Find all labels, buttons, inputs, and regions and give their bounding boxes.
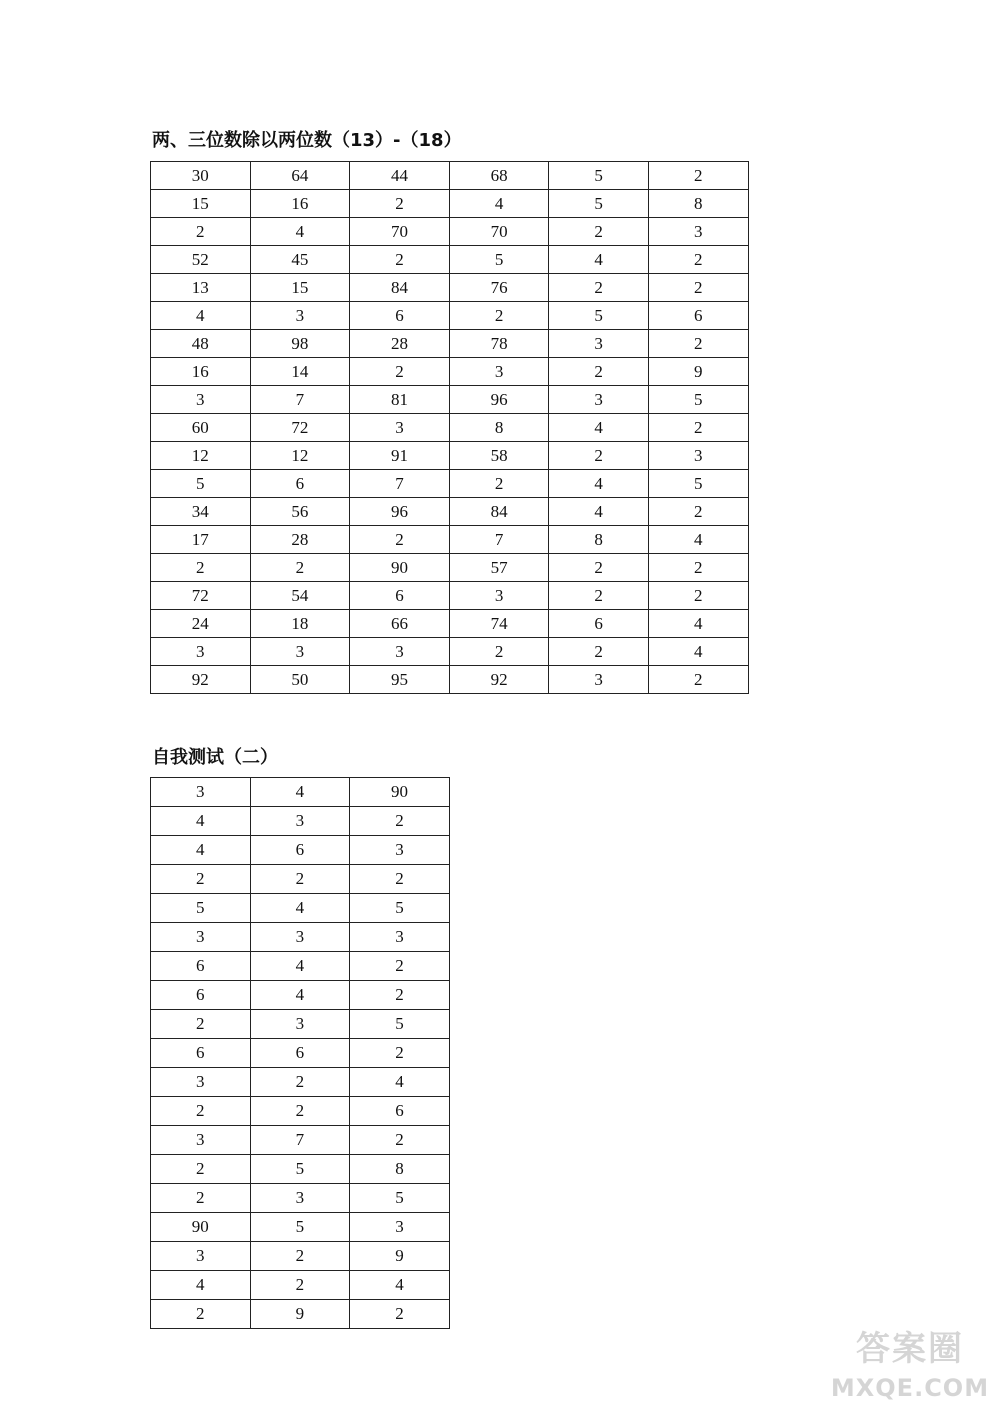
table-cell: 8 [449,414,549,442]
table-cell: 3 [151,778,251,807]
table-cell: 3 [549,330,649,358]
table-row [151,162,749,190]
table-cell: 6 [350,582,450,610]
table-row [151,1068,450,1097]
table-cell: 3 [250,923,350,952]
answer-table-self-test [150,777,450,1329]
table-row [151,807,450,836]
table-cell: 16 [151,358,251,386]
table-cell: 6 [350,302,450,330]
table-cell: 17 [151,526,251,554]
table-cell: 2 [648,414,748,442]
table-cell: 2 [549,554,649,582]
table-row [151,554,749,582]
table-cell: 50 [250,666,350,694]
answer-table-body [151,778,450,1329]
table-cell: 3 [151,638,251,666]
table-cell: 54 [250,582,350,610]
table-cell: 2 [350,1300,450,1329]
table-cell: 2 [250,1242,350,1271]
table-row [151,1184,450,1213]
table-cell: 5 [549,302,649,330]
table-cell: 3 [350,836,450,865]
table-cell: 2 [648,554,748,582]
table-cell: 15 [250,274,350,302]
table-cell: 13 [151,274,251,302]
table-cell: 58 [449,442,549,470]
table-cell: 2 [449,302,549,330]
table-cell: 2 [449,638,549,666]
table-cell: 5 [151,894,251,923]
table-cell: 4 [250,218,350,246]
table-cell: 2 [350,526,450,554]
table-cell: 3 [449,582,549,610]
table-cell: 24 [151,610,251,638]
table-cell: 34 [151,498,251,526]
table-row [151,1039,450,1068]
table-cell: 90 [350,778,450,807]
table-row [151,638,749,666]
table-row [151,1126,450,1155]
table-cell: 12 [250,442,350,470]
table-cell: 5 [350,894,450,923]
table-row [151,274,749,302]
table-row [151,246,749,274]
table-row [151,582,749,610]
table-cell: 5 [350,1010,450,1039]
table-row [151,981,450,1010]
table-cell: 5 [648,470,748,498]
table-cell: 4 [250,778,350,807]
table-cell: 3 [250,1184,350,1213]
table-row [151,836,450,865]
table-cell: 57 [449,554,549,582]
table-cell: 2 [350,807,450,836]
watermark-logo-text: 答案圈 [856,1329,964,1369]
table-cell: 2 [250,1271,350,1300]
table-cell: 84 [350,274,450,302]
table-cell: 2 [549,274,649,302]
table-cell: 3 [151,1242,251,1271]
answer-table-body [151,162,749,694]
table-cell: 2 [350,190,450,218]
table-cell: 4 [449,190,549,218]
table-row [151,778,450,807]
table-cell: 7 [250,1126,350,1155]
table-cell: 9 [350,1242,450,1271]
table-cell: 5 [648,386,748,414]
table-cell: 52 [151,246,251,274]
table-cell: 44 [350,162,450,190]
table-cell: 28 [350,330,450,358]
table-cell: 8 [350,1155,450,1184]
table-cell: 2 [648,330,748,358]
table-cell: 56 [250,498,350,526]
table-cell: 2 [350,358,450,386]
table-cell: 6 [151,952,251,981]
table-cell: 2 [648,666,748,694]
table-cell: 2 [549,442,649,470]
table-cell: 2 [151,865,251,894]
table-cell: 2 [549,218,649,246]
table-cell: 4 [648,610,748,638]
table-row [151,1097,450,1126]
table-cell: 2 [648,274,748,302]
table-cell: 5 [250,1213,350,1242]
table-cell: 70 [350,218,450,246]
table-cell: 12 [151,442,251,470]
table-cell: 2 [648,498,748,526]
table-cell: 3 [350,1213,450,1242]
table-cell: 15 [151,190,251,218]
table-cell: 2 [350,1126,450,1155]
table-row [151,952,450,981]
table-cell: 4 [151,807,251,836]
watermark-logo [830,1327,990,1405]
table-cell: 2 [648,162,748,190]
table-cell: 66 [350,610,450,638]
table-cell: 96 [350,498,450,526]
table-cell: 3 [151,1068,251,1097]
table-cell: 4 [350,1271,450,1300]
table-cell: 72 [250,414,350,442]
table-cell: 96 [449,386,549,414]
table-cell: 2 [151,1010,251,1039]
table-cell: 3 [449,358,549,386]
table-cell: 3 [549,666,649,694]
table-cell: 2 [350,981,450,1010]
table-row [151,1300,450,1329]
table-row [151,442,749,470]
table-cell: 4 [151,1271,251,1300]
table-row [151,1010,450,1039]
table-cell: 3 [250,302,350,330]
table-cell: 45 [250,246,350,274]
table-cell: 4 [350,1068,450,1097]
table-cell: 60 [151,414,251,442]
table-cell: 2 [151,1300,251,1329]
table-row [151,218,749,246]
table-cell: 6 [250,836,350,865]
table-cell: 3 [350,414,450,442]
table-cell: 90 [350,554,450,582]
table-cell: 6 [648,302,748,330]
table-cell: 76 [449,274,549,302]
table-cell: 4 [648,638,748,666]
table-cell: 91 [350,442,450,470]
table-cell: 9 [250,1300,350,1329]
table-row [151,330,749,358]
table-cell: 3 [549,386,649,414]
table-row [151,302,749,330]
table-row [151,666,749,694]
table-cell: 3 [151,1126,251,1155]
table-cell: 84 [449,498,549,526]
table-row [151,610,749,638]
table-row [151,498,749,526]
table-cell: 16 [250,190,350,218]
table-cell: 4 [648,526,748,554]
table-cell: 5 [250,1155,350,1184]
table-cell: 6 [549,610,649,638]
section-title-self-test: 自我测试（二） [152,747,278,768]
table-cell: 6 [250,470,350,498]
table-cell: 2 [350,1039,450,1068]
table-cell: 2 [250,1068,350,1097]
table-cell: 3 [250,638,350,666]
table-cell: 5 [549,162,649,190]
answer-table-division [150,161,749,694]
table-cell: 2 [648,582,748,610]
table-row [151,358,749,386]
table-cell: 5 [449,246,549,274]
table-cell: 6 [151,981,251,1010]
table-cell: 92 [151,666,251,694]
table-cell: 2 [549,638,649,666]
table-cell: 4 [250,981,350,1010]
table-cell: 6 [350,1097,450,1126]
table-cell: 9 [648,358,748,386]
table-cell: 3 [350,638,450,666]
table-cell: 4 [549,498,649,526]
table-cell: 70 [449,218,549,246]
table-cell: 2 [549,358,649,386]
table-cell: 2 [151,1184,251,1213]
table-row [151,1242,450,1271]
table-cell: 28 [250,526,350,554]
table-cell: 6 [250,1039,350,1068]
table-cell: 6 [151,1039,251,1068]
table-cell: 2 [350,246,450,274]
section-title-division: 两、三位数除以两位数（13）-（18） [152,130,462,151]
table-row [151,414,749,442]
table-cell: 4 [549,470,649,498]
table-cell: 2 [549,582,649,610]
table-cell: 3 [648,442,748,470]
table-cell: 8 [549,526,649,554]
table-cell: 3 [648,218,748,246]
table-cell: 8 [648,190,748,218]
table-cell: 2 [250,1097,350,1126]
table-cell: 95 [350,666,450,694]
table-row [151,526,749,554]
table-cell: 5 [350,1184,450,1213]
table-cell: 2 [250,865,350,894]
table-cell: 4 [250,952,350,981]
table-cell: 92 [449,666,549,694]
table-cell: 3 [250,1010,350,1039]
watermark-url: MXQE.COM [830,1374,990,1402]
table-cell: 4 [549,246,649,274]
table-cell: 3 [250,807,350,836]
table-cell: 72 [151,582,251,610]
table-cell: 7 [250,386,350,414]
table-cell: 2 [250,554,350,582]
table-cell: 2 [151,1155,251,1184]
table-row [151,386,749,414]
table-row [151,1213,450,1242]
table-cell: 48 [151,330,251,358]
table-cell: 4 [250,894,350,923]
table-row [151,190,749,218]
table-cell: 68 [449,162,549,190]
table-cell: 3 [350,923,450,952]
table-cell: 18 [250,610,350,638]
table-cell: 98 [250,330,350,358]
table-cell: 2 [151,1097,251,1126]
table-cell: 2 [350,865,450,894]
table-row [151,470,749,498]
table-cell: 2 [350,952,450,981]
table-cell: 7 [449,526,549,554]
table-cell: 3 [151,386,251,414]
table-cell: 30 [151,162,251,190]
table-cell: 2 [151,218,251,246]
table-row [151,1155,450,1184]
table-cell: 78 [449,330,549,358]
table-row [151,865,450,894]
table-cell: 2 [151,554,251,582]
table-cell: 74 [449,610,549,638]
table-cell: 5 [549,190,649,218]
table-row [151,894,450,923]
table-row [151,1271,450,1300]
table-cell: 4 [151,836,251,865]
table-cell: 2 [648,246,748,274]
table-cell: 14 [250,358,350,386]
table-cell: 4 [549,414,649,442]
table-row [151,923,450,952]
table-cell: 3 [151,923,251,952]
table-cell: 90 [151,1213,251,1242]
table-cell: 5 [151,470,251,498]
table-cell: 4 [151,302,251,330]
table-cell: 2 [449,470,549,498]
table-cell: 81 [350,386,450,414]
table-cell: 7 [350,470,450,498]
table-cell: 64 [250,162,350,190]
